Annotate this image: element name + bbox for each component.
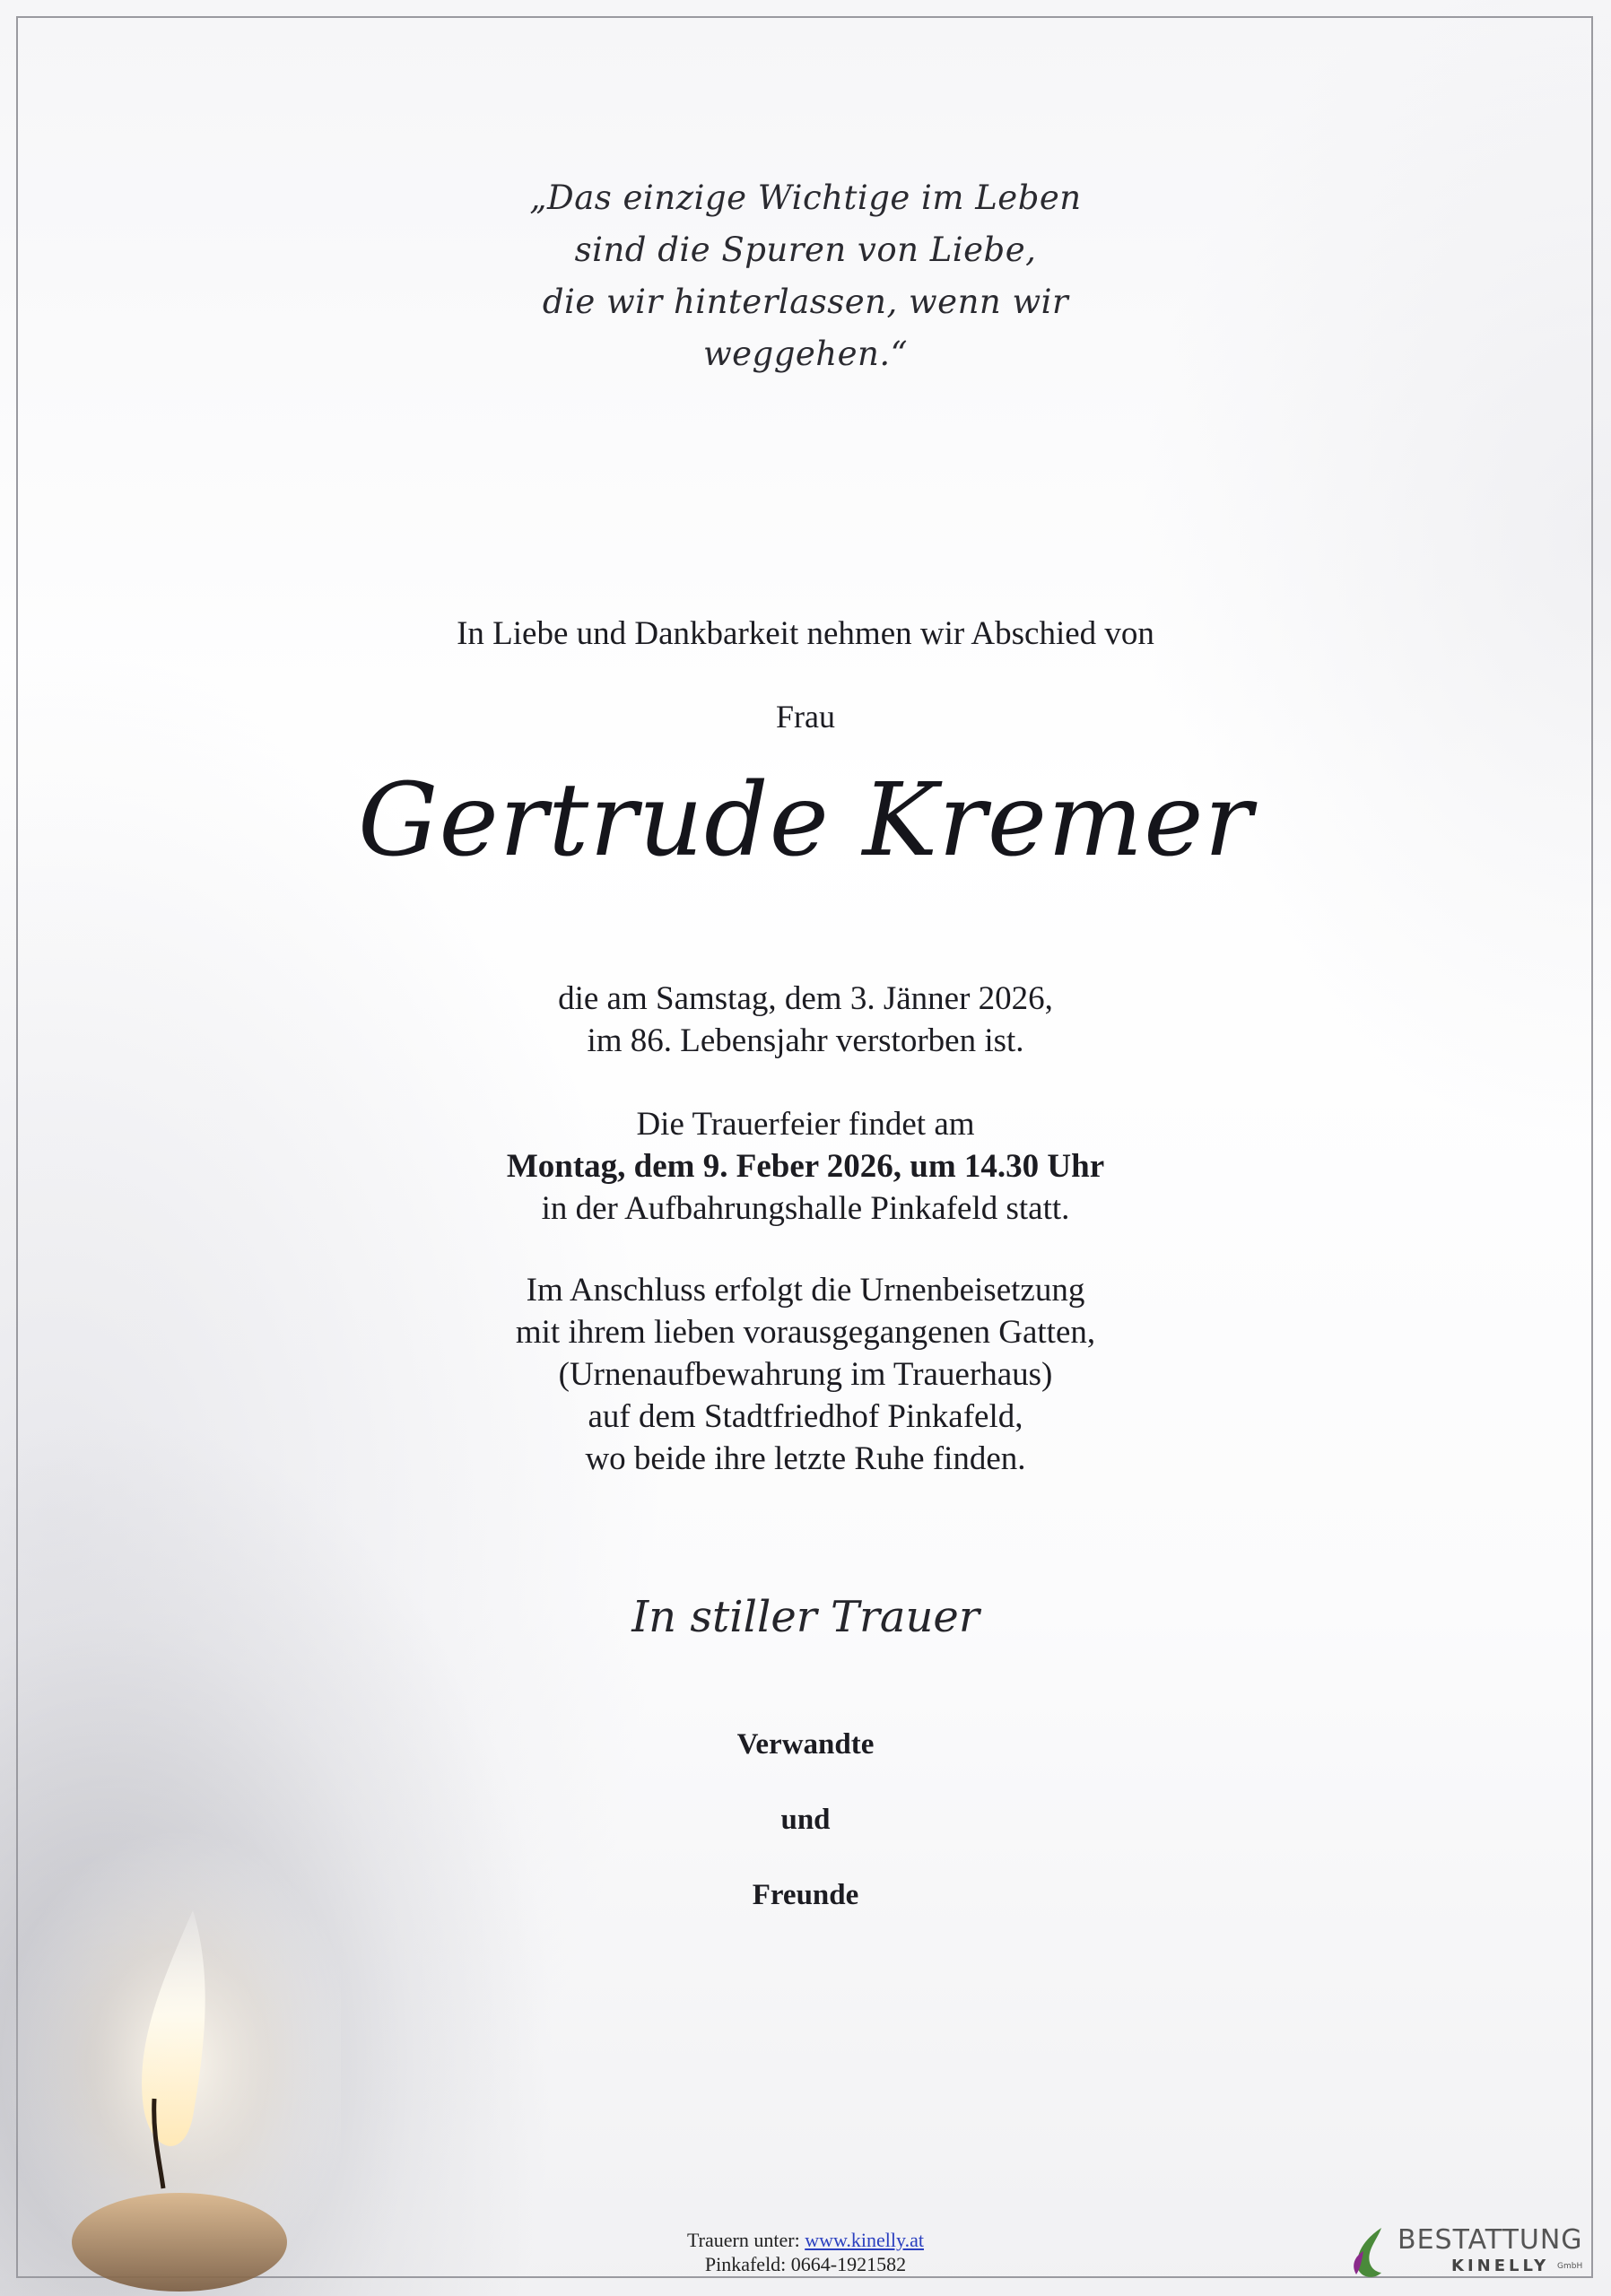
signer-friends: Freunde (752, 1879, 859, 1911)
quote-line: die wir hinterlassen, wenn wir (542, 283, 1069, 321)
ceremony-intro-line: Die Trauerfeier findet am (636, 1106, 975, 1143)
ceremony-date-line: Montag, dem 9. Feber 2026, um 14.30 Uhr (506, 1148, 1105, 1185)
footer-label: Trauern unter: (687, 2229, 800, 2251)
death-age-line: im 86. Lebensjahr verstorben ist. (587, 1022, 1024, 1059)
burial-info (0, 1269, 1611, 1480)
website-link[interactable]: www.kinelly.at (805, 2229, 924, 2251)
death-date-line: die am Samstag, dem 3. Jänner 2026, (558, 980, 1053, 1017)
burial-line: auf dem Stadtfriedhof Pinkafeld, (588, 1398, 1023, 1435)
quote-line: sind die Spuren von Liebe, (574, 230, 1037, 269)
candle-flame-image (0, 1686, 341, 2296)
burial-line: mit ihrem lieben vorausgegangenen Gatten, (515, 1314, 1096, 1351)
signer-relatives: Verwandte (736, 1728, 875, 1761)
footer-phone: Pinkafeld: 0664-1921582 (704, 2253, 907, 2275)
quote-line: „Das einzige Wichtige im Leben (529, 178, 1082, 217)
burial-line: wo beide ihre letzte Ruhe finden. (585, 1440, 1026, 1477)
salutation: Frau (776, 699, 835, 735)
quote-block (0, 172, 1611, 380)
flame-leaf-icon (1345, 2224, 1399, 2282)
signer-and: und (780, 1804, 831, 1836)
logo-line-2: KINELLY (1451, 2257, 1550, 2275)
burial-line: (Urnenaufbewahrung im Trauerhaus) (558, 1356, 1053, 1393)
ceremony-place-line: in der Aufbahrungshalle Pinkafeld statt. (541, 1190, 1070, 1227)
mourning-heading: In stiller Trauer (631, 1592, 980, 1642)
quote-line: weggehen.“ (702, 335, 909, 373)
intro-text: In Liebe und Dankbarkeit nehmen wir Abschied von (457, 615, 1154, 652)
funeral-home-logo (1345, 2222, 1588, 2285)
ceremony-info (0, 1103, 1611, 1230)
logo-suffix: GmbH (1557, 2262, 1583, 2271)
deceased-name: Gertrude Kremer (357, 762, 1254, 879)
burial-line: Im Anschluss erfolgt die Urnenbeisetzung (526, 1272, 1085, 1309)
logo-line-1: BESTATTUNG (1398, 2224, 1583, 2256)
death-info (0, 978, 1611, 1062)
